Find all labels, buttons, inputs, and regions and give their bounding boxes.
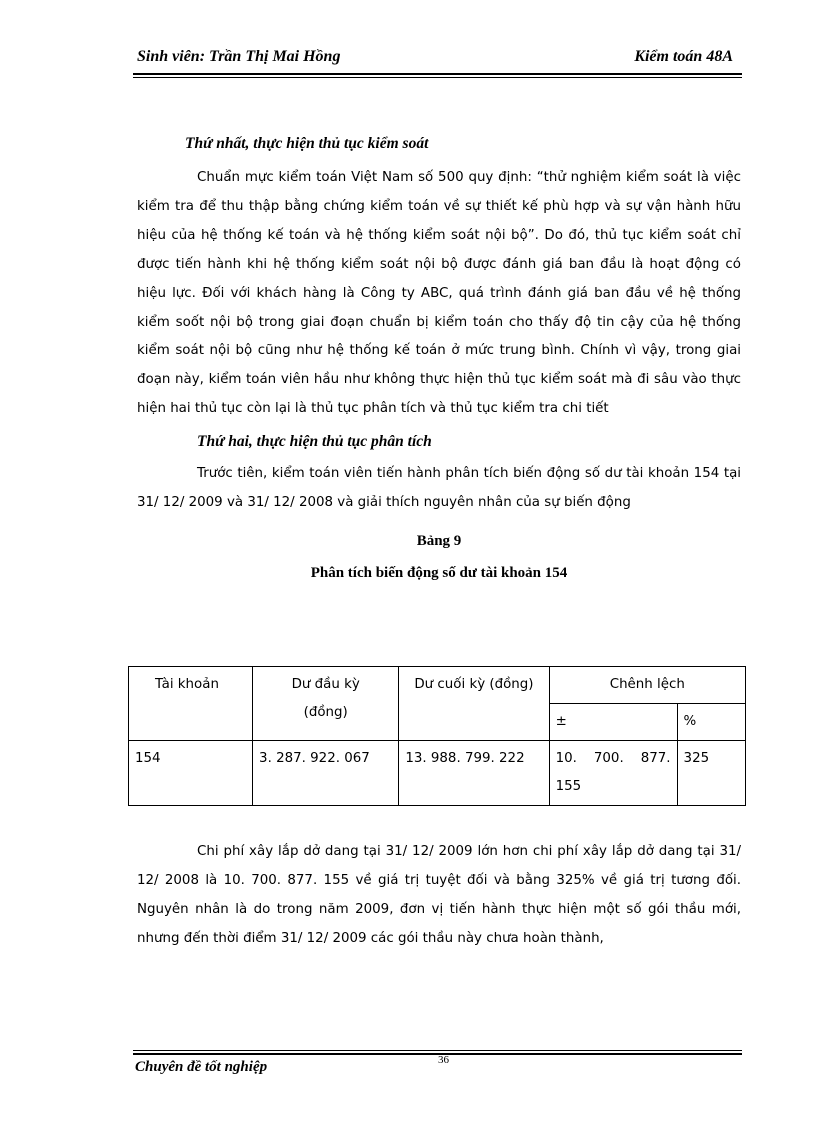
footer-label: Chuyên đề tốt nghiệp: [135, 1059, 268, 1075]
cell-account: 154: [129, 741, 253, 806]
cell-diff-pct: 325: [677, 741, 745, 806]
document-body: [137, 128, 741, 588]
header-account: Tài khoản: [129, 667, 253, 741]
cell-closing: 13. 988. 799. 222: [399, 741, 549, 806]
cell-diff-abs-line1: 10. 700. 877.: [555, 751, 671, 766]
header-opening-line1: Dư đầu kỳ: [291, 677, 360, 692]
header-diff-pct: %: [677, 704, 745, 741]
header-opening: [253, 667, 399, 741]
cell-opening: 3. 287. 922. 067: [253, 741, 399, 806]
page-header: [133, 48, 741, 72]
table-row: [129, 741, 746, 806]
table-title: Phân tích biến động số dư tài khoản 154: [310, 564, 568, 581]
balance-analysis-table: [128, 666, 746, 806]
header-opening-line2: (đồng): [303, 705, 348, 720]
section2-paragraph: Trước tiên, kiểm toán viên tiến hành phân tích biến động số dư tài khoản 154 tại 31/ 12/ 2009 và 31/ 12/ 2008 và giải thích nguyên nhân của sự biến động: [137, 466, 741, 511]
cell-diff-abs-line2: 155: [555, 779, 582, 794]
header-diff: Chênh lệch: [549, 667, 745, 704]
closing-paragraph: Chi phí xây lắp dở dang tại 31/ 12/ 2009 lớn hơn chi phí xây lắp dở dang tại 31/ 12/ 2008 là 10. 700. 877. 155 về giá trị tuyệt đối và bằng 325% về giá trị tương đối. Nguyên nhân là do trong năm 2009, đơn vị tiến hành thực hiện một số gói thầu mới, nhưng đến thời điểm 31/ 12/ 2009 các gói thầu này chưa hoàn thành,: [137, 844, 741, 946]
cell-diff-abs: [549, 741, 677, 806]
header-student-name: Sinh viên: Trần Thị Mai Hồng: [137, 48, 341, 65]
section1-heading: Thứ nhất, thực hiện thủ tục kiểm soát: [185, 135, 429, 152]
footer-rule-thin: [133, 1050, 742, 1051]
table-header-row: [129, 667, 746, 704]
header-rule-thin: [133, 77, 742, 78]
section2-heading: Thứ hai, thực hiện thủ tục phân tích: [197, 433, 432, 451]
header-rule-thick: [133, 73, 742, 75]
page-number: 36: [438, 1054, 449, 1066]
section1-paragraph: Chuẩn mực kiểm toán Việt Nam số 500 quy định: “thử nghiệm kiểm soát là việc kiểm tra để thu thập bằng chứng kiểm toán về sự thiết kế phù hợp và sự vận hành hữu hiệu của hệ thống kế toán và hệ thống kiểm soát nội bộ”. Do đó, thủ tục kiểm soát chỉ được tiến hành khi hệ thống kiểm soát nội bộ được đánh giá ban đầu là hoạt động có hiệu lực. Đối với khách hàng là Công ty ABC, quá trình đánh giá ban đầu về hệ thống kiểm soốt nội bộ trong giai đoạn chuẩn bị kiểm toán cho thấy độ tin cậy của hệ thống kiểm soát nội bộ cũng như hệ thống kế toán ở mức trung bình. Chính vì vậy, trong giai đoạn này, kiểm toán viên hầu như không thực hiện thủ tục kiểm soát mà đi sâu vào thực hiện hai thủ tục còn lại là thủ tục phân tích và thủ tục kiểm tra chi tiết: [137, 170, 741, 417]
header-diff-abs: ±: [549, 704, 677, 741]
header-class: Kiểm toán 48A: [634, 48, 733, 65]
header-closing: Dư cuối kỳ (đồng): [399, 667, 549, 741]
table-number: Bảng 9: [416, 532, 462, 549]
